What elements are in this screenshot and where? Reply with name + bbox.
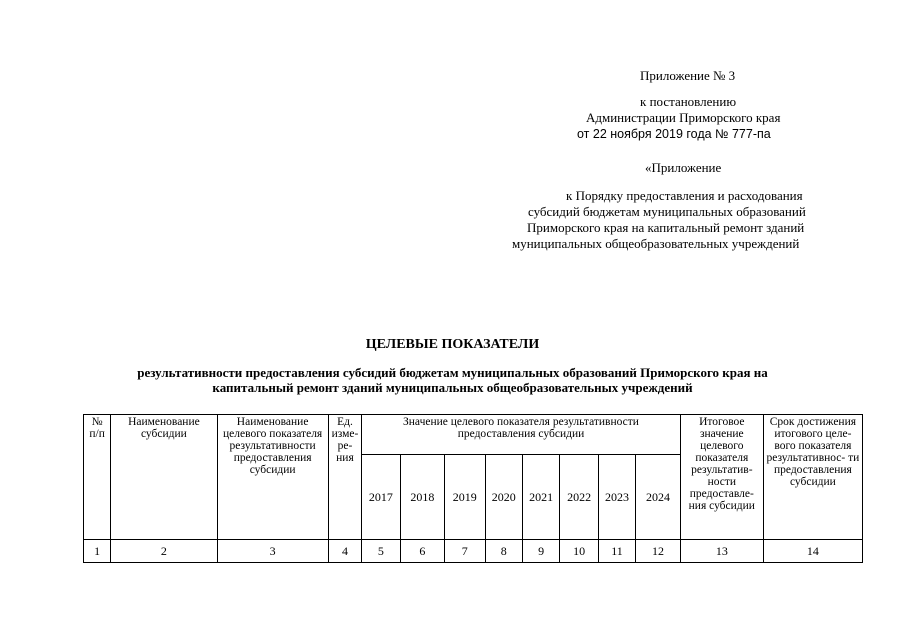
column-number: 5: [362, 540, 400, 563]
decree-ref: к постановлению: [640, 94, 737, 109]
column-number: 4: [328, 540, 361, 563]
year-header: 2024: [636, 455, 681, 540]
column-number: 7: [445, 540, 485, 563]
column-number: 8: [485, 540, 522, 563]
order-line-4: муниципальных общеобразовательных учреждений: [512, 236, 800, 251]
date-prefix: от: [577, 127, 590, 141]
header-deadline: Срок достижения итогового целе- вого показателя результативнос- ти предоставления субсидии: [763, 415, 862, 540]
number-sign: №: [715, 127, 729, 141]
column-number: 11: [598, 540, 635, 563]
year-header: 2019: [445, 455, 485, 540]
subtitle-line-2: капитальный ремонт зданий муниципальных общеобразовательных учреждений: [212, 380, 693, 395]
header-value-group: Значение целевого показателя результативности предоставления субсидии: [362, 415, 681, 455]
header-unit: Ед. изме- ре- ния: [328, 415, 361, 540]
year-header: 2022: [560, 455, 598, 540]
column-number: 12: [636, 540, 681, 563]
year-header: 2017: [362, 455, 400, 540]
decree-date-line: [577, 127, 771, 142]
column-number: 10: [560, 540, 598, 563]
administration-ref: Администрации Приморского края: [586, 110, 781, 125]
column-number: 1: [84, 540, 111, 563]
header-final-value: Итоговое значение целевого показателя результатив- ности предоставле- ния субсидии: [680, 415, 763, 540]
year-header: 2018: [400, 455, 445, 540]
indicators-table: [83, 414, 863, 563]
header-num: № п/п: [84, 415, 111, 540]
appendix-label: Приложение № 3: [640, 68, 736, 83]
column-number: 9: [522, 540, 559, 563]
year-header: 2021: [522, 455, 559, 540]
header-subsidy-name: Наименование субсидии: [111, 415, 217, 540]
year-header: 2020: [485, 455, 522, 540]
header-indicator-name: Наименование целевого показателя результативности предоставления субсидии: [217, 415, 328, 540]
order-line-1: к Порядку предоставления и расходования: [566, 188, 803, 203]
column-number: 2: [111, 540, 217, 563]
column-number: 13: [680, 540, 763, 563]
annex-open: «Приложение: [645, 160, 722, 175]
decree-number: 777-па: [731, 127, 771, 141]
year-header: 2023: [598, 455, 635, 540]
order-line-2: субсидий бюджетам муниципальных образований: [528, 204, 806, 219]
decree-date: 22 ноября 2019 года: [592, 127, 712, 141]
order-line-3: Приморского края на капитальный ремонт зданий: [527, 220, 805, 235]
column-number: 3: [217, 540, 328, 563]
column-number-row: [84, 540, 863, 563]
column-number: 14: [763, 540, 862, 563]
document-title: ЦЕЛЕВЫЕ ПОКАЗАТЕЛИ: [365, 337, 540, 352]
column-number: 6: [400, 540, 445, 563]
subtitle-line-1: результативности предоставления субсидий бюджетам муниципальных образований Приморского края на: [137, 365, 768, 380]
